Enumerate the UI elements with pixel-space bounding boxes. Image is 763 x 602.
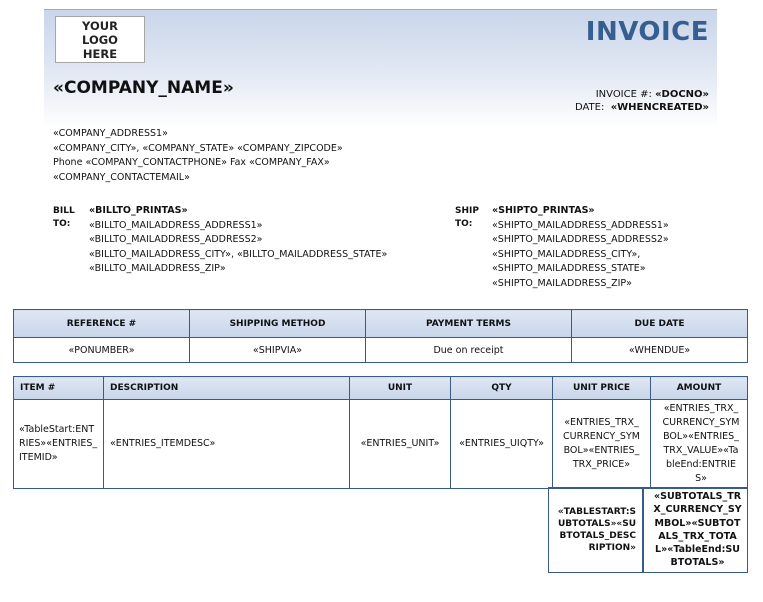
subtotals-description: «TABLESTART:SUBTOTALS»«SUBTOTALS_DESCRIPTION» [548, 487, 643, 573]
ship-to-label-2: TO: [455, 219, 473, 229]
company-name: «COMPANY_NAME» [53, 78, 234, 98]
company-city-line: «COMPANY_CITY», «COMPANY_STATE» «COMPANY_ZIPCODE» [53, 142, 343, 154]
date-value: «WHENCREATED» [610, 102, 709, 113]
logo-line-2: HERE [82, 46, 118, 61]
terms-value-row [14, 338, 748, 363]
items-header-unit-price: UNIT PRICE [553, 377, 651, 400]
bill-to-line: «BILLTO_MAILADDRESS_ADDRESS2» [89, 234, 263, 245]
invoice-number-value: «DOCNO» [655, 89, 709, 100]
ship-to-label-1: SHIP [455, 206, 479, 216]
bill-to-address [89, 204, 387, 277]
ship-to-line: «SHIPTO_MAILADDRESS_ADDRESS2» [492, 234, 669, 245]
terms-value-due-date: «WHENDUE» [572, 338, 748, 363]
ship-to-line: «SHIPTO_MAILADDRESS_CITY», [492, 248, 641, 260]
items-table [13, 376, 748, 489]
items-header-row [14, 377, 748, 400]
terms-header-reference: REFERENCE # [14, 310, 190, 338]
logo-placeholder [55, 16, 145, 63]
items-header-unit: UNIT [350, 377, 451, 400]
item-unit-price-cell: «ENTRIES_TRX_CURRENCY_SYMBOL»«ENTRIES_TRX_PRICE» [553, 400, 651, 489]
logo-line-1: YOUR LOGO [82, 18, 118, 47]
invoice-title: INVOICE [585, 17, 709, 47]
ship-to-address [492, 204, 669, 291]
invoice-number-label: INVOICE #: [595, 89, 652, 100]
bill-to-line: «BILLTO_PRINTAS» [89, 205, 188, 216]
terms-value-shipping: «SHIPVIA» [190, 338, 366, 363]
bill-to-label [53, 205, 75, 231]
ship-to-line: «SHIPTO_PRINTAS» [492, 205, 595, 216]
bill-to-line: «BILLTO_MAILADDRESS_ZIP» [89, 263, 226, 274]
bill-to-label-2: TO: [53, 219, 71, 229]
bill-to-line: «BILLTO_MAILADDRESS_CITY», «BILLTO_MAILADDRESS_STATE» [89, 248, 388, 260]
item-unit-cell: «ENTRIES_UNIT» [350, 400, 451, 489]
subtotals-total: «SUBTOTALS_TRX_CURRENCY_SYMBOL»«SUBTOTALS_TRX_TOTAL»«TableEnd:SUBTOTALS» [643, 487, 748, 573]
terms-header-payment: PAYMENT TERMS [366, 310, 572, 338]
terms-header-shipping: SHIPPING METHOD [190, 310, 366, 338]
table-row [14, 400, 748, 489]
ship-to-label [455, 205, 479, 231]
invoice-meta [575, 88, 709, 114]
terms-table [13, 309, 748, 363]
item-id-cell: «TableStart:ENTRIES»«ENTRIES_ITEMID» [14, 400, 104, 489]
ship-to-line: «SHIPTO_MAILADDRESS_ZIP» [492, 277, 632, 289]
terms-value-reference: «PONUMBER» [14, 338, 190, 363]
company-contact-line: Phone «COMPANY_CONTACTPHONE» Fax «COMPANY_FAX» [53, 157, 330, 169]
items-header-amount: AMOUNT [651, 377, 748, 400]
bill-to-line: «BILLTO_MAILADDRESS_ADDRESS1» [89, 219, 263, 231]
company-email: «COMPANY_CONTACTEMAIL» [53, 171, 190, 183]
items-header-description: DESCRIPTION [104, 377, 350, 400]
item-amount-cell: «ENTRIES_TRX_CURRENCY_SYMBOL»«ENTRIES_TRX_VALUE»«TableEnd:ENTRIES» [651, 400, 748, 489]
items-header-qty: QTY [451, 377, 553, 400]
terms-value-payment: Due on receipt [366, 338, 572, 363]
ship-to-line: «SHIPTO_MAILADDRESS_STATE» [492, 263, 646, 274]
company-address [53, 127, 343, 185]
item-qty-cell: «ENTRIES_UIQTY» [451, 400, 553, 489]
bill-to-label-1: BILL [53, 206, 75, 216]
ship-to-line: «SHIPTO_MAILADDRESS_ADDRESS1» [492, 219, 669, 231]
company-address1: «COMPANY_ADDRESS1» [53, 128, 168, 139]
terms-header-due-date: DUE DATE [572, 310, 748, 338]
terms-header-row [14, 310, 748, 338]
date-label: DATE: [574, 102, 605, 113]
item-description-cell: «ENTRIES_ITEMDESC» [104, 400, 350, 489]
items-header-item: ITEM # [14, 377, 104, 400]
